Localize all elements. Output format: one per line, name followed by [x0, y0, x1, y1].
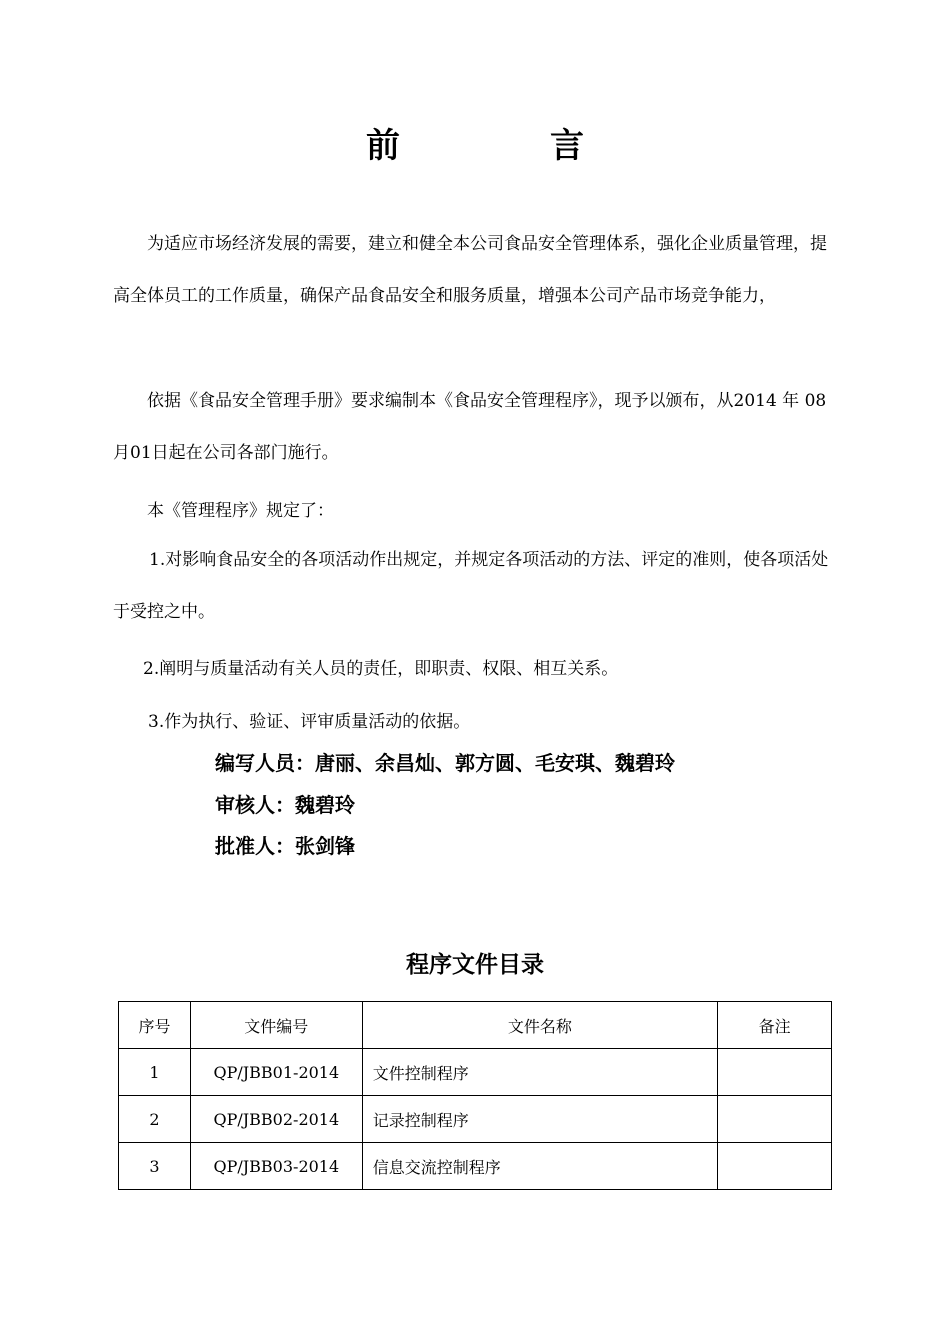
preface-paragraph-2: 依据《食品安全管理手册》要求编制本《食品安全管理程序》，现予以颁布，从2014 年 08月01日起在公司各部门施行。: [113, 391, 827, 463]
title-char-1: 前: [366, 126, 400, 166]
table-row: [119, 1049, 832, 1096]
preface-paragraph-1: 为适应市场经济发展的需要，建立和健全本公司食品安全管理体系，强化企业质量管理，提高全体员工的工作质量，确保产品食品安全和服务质量，增强本公司产品市场竞争能力，: [113, 234, 827, 306]
cell-code: QP/JBB01-2014: [190, 1049, 362, 1096]
cell-note: [718, 1049, 832, 1096]
header-no: 序号: [119, 1002, 191, 1049]
header-note: 备注: [718, 1002, 832, 1049]
list-item-1: 1.对影响食品安全的各项活动作出规定，并规定各项活动的方法、评定的准则，使各项活处于受控之中。: [113, 550, 829, 622]
preface-paragraph-3: 本《管理程序》规定了：: [147, 501, 334, 521]
cell-note: [718, 1096, 832, 1143]
approver-line: 批准人：张剑锋: [215, 834, 355, 858]
cell-code: QP/JBB02-2014: [190, 1096, 362, 1143]
toc-title: 程序文件目录: [406, 951, 544, 978]
title-char-2: 言: [550, 126, 584, 166]
toc-table: [118, 1001, 832, 1190]
reviewer-line: 审核人：魏碧玲: [215, 793, 355, 817]
cell-no: 3: [119, 1143, 191, 1190]
list-item-3: 3.作为执行、验证、评审质量活动的依据。: [148, 712, 471, 732]
page-title: [0, 118, 950, 167]
cell-code: QP/JBB03-2014: [190, 1143, 362, 1190]
table-row: [119, 1096, 832, 1143]
cell-name: 文件控制程序: [362, 1049, 717, 1096]
header-code: 文件编号: [190, 1002, 362, 1049]
cell-note: [718, 1143, 832, 1190]
cell-no: 2: [119, 1096, 191, 1143]
cell-name: 记录控制程序: [362, 1096, 717, 1143]
toc-header-row: [119, 1002, 832, 1049]
cell-name: 信息交流控制程序: [362, 1143, 717, 1190]
cell-no: 1: [119, 1049, 191, 1096]
header-name: 文件名称: [362, 1002, 717, 1049]
list-item-2: 2.阐明与质量活动有关人员的责任，即职责、权限、相互关系。: [143, 659, 619, 679]
table-row: [119, 1143, 832, 1190]
writers-line: 编写人员：唐丽、余昌灿、郭方圆、毛安琪、魏碧玲: [215, 751, 675, 775]
